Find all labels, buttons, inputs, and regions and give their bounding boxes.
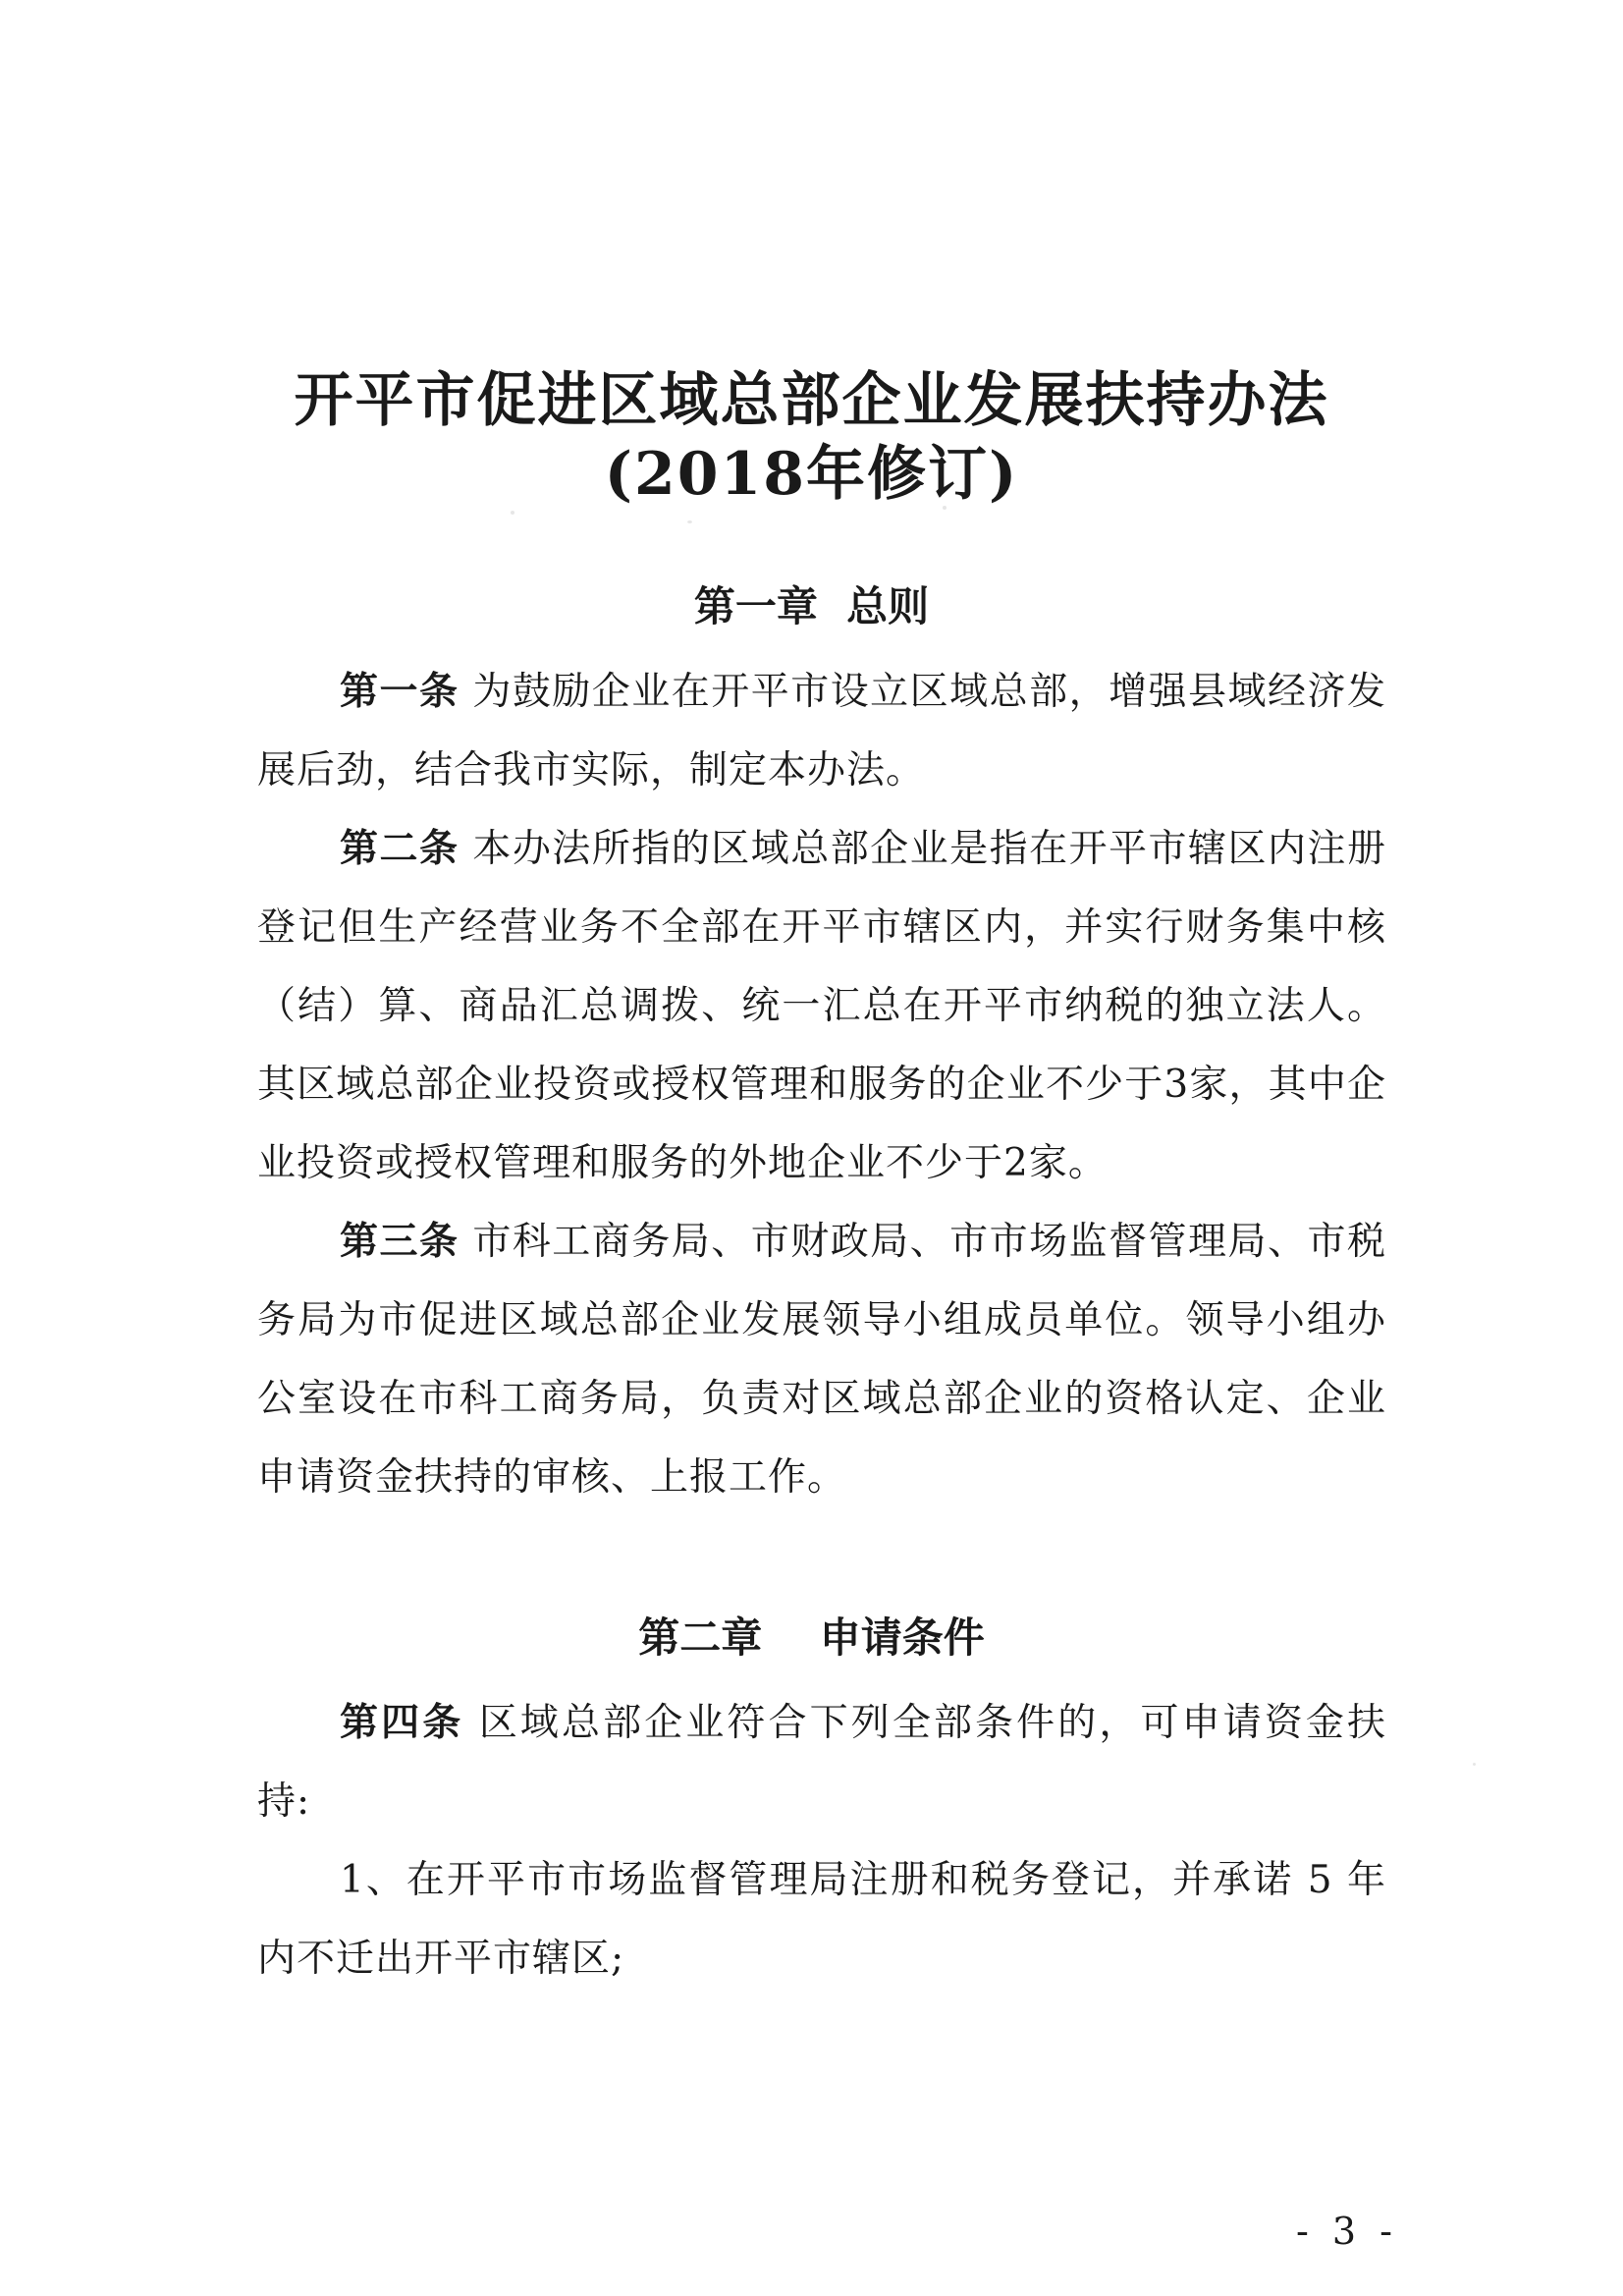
- article-text: 市科工商务局、市财政局、市市场监督管理局、市税务局为市促进区域总部企业发展领导小组成员单位。领导小组办公室设在市科工商务局，负责对区域总部企业的资格认定、企业申请资金扶持的审核、上报工作。: [257, 1220, 1386, 1500]
- scan-speck: [687, 520, 692, 523]
- document-subtitle: (2018年修订): [604, 440, 1019, 509]
- article-text: 为鼓励企业在开平市设立区域总部，增强县域经济发展后劲，结合我市实际，制定本办法。: [257, 670, 1386, 793]
- chapter-heading-conditions: 第二章 申请条件: [638, 1613, 985, 1662]
- article-text: 区域总部企业符合下列全部条件的，可申请资金扶持:: [257, 1701, 1386, 1824]
- document-title: 开平市促进区域总部企业发展扶持办法: [294, 366, 1329, 435]
- condition-item: 1、在开平市市场监督管理局注册和税务登记，并承诺 5 年内不迁出开平市辖区;: [257, 1858, 1386, 1981]
- article-paragraph: [257, 810, 1386, 1203]
- article-label: 第四条: [340, 1701, 464, 1745]
- article-paragraph: [257, 1203, 1386, 1517]
- article-label: 第一条: [340, 670, 460, 714]
- article-paragraph: [257, 1684, 1386, 1841]
- page-number: - 3 -: [1296, 2210, 1399, 2253]
- article-label: 第三条: [340, 1220, 460, 1264]
- article-label: 第二条: [340, 827, 460, 871]
- chapter-heading-general: 第一章 总则: [693, 582, 930, 630]
- scan-speck: [1473, 1763, 1476, 1766]
- article-paragraph: [257, 653, 1386, 810]
- article-text: 本办法所指的区域总部企业是指在开平市辖区内注册登记但生产经营业务不全部在开平市辖区内，并实行财务集中核（结）算、商品汇总调拨、统一汇总在开平市纳税的独立法人。其区域总部企业投资或授权管理和服务的企业不少于3家，其中企业投资或授权管理和服务的外地企业不少于2家。: [257, 827, 1386, 1185]
